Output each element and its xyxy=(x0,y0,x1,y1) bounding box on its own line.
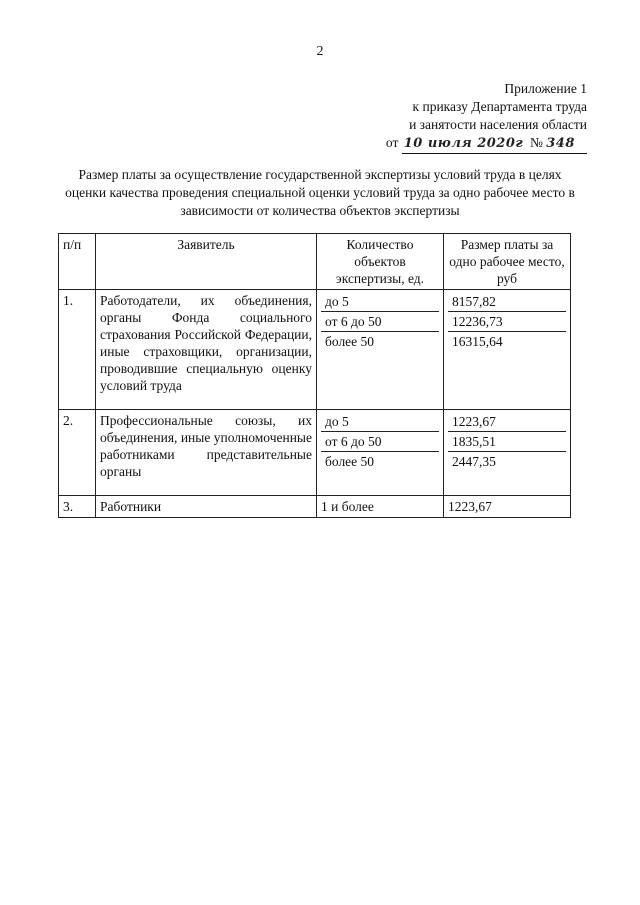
appendix-department: и занятости населения области xyxy=(409,117,587,132)
row-quantity-cell xyxy=(317,290,444,410)
row-applicant: Работодатели, их объединения, органы Фонда социального страхования Российской Федерации, иные страховщики, организации, проводившие специальную оценку условий труда xyxy=(96,290,317,410)
header-num: п/п xyxy=(59,234,96,290)
header-fee: Размер платы за одно рабочее место, руб xyxy=(444,234,571,290)
row-fee-cell: 1223,67 xyxy=(444,496,571,518)
appendix-block xyxy=(347,80,587,154)
fee-tier: 2447,35 xyxy=(452,454,496,469)
order-date-handwritten: 10 июля 2020г xyxy=(403,136,524,151)
quantity-tier: более 50 xyxy=(325,454,375,469)
row-num: 1. xyxy=(59,290,96,410)
row-num: 2. xyxy=(59,410,96,496)
row-applicant: Профессиональные союзы, их объединения, иные уполномоченные работниками представительные органы xyxy=(96,410,317,496)
row-applicant: Работники xyxy=(96,496,317,518)
document-heading: Размер платы за осуществление государственной экспертизы условий труда в целях оценки качества проведения специальной оценки условий труда за одно рабочее место в зависимости от количества объектов экспертизы xyxy=(65,167,575,218)
fee-tier: 1835,51 xyxy=(448,432,566,452)
row-quantity-cell xyxy=(317,410,444,496)
row-num: 3. xyxy=(59,496,96,518)
table-row xyxy=(59,410,571,496)
appendix-title: Приложение 1 xyxy=(504,81,587,96)
quantity-tier: более 50 xyxy=(325,334,375,349)
fee-tier: 12236,73 xyxy=(448,312,566,332)
quantity-tier: до 5 xyxy=(321,412,439,432)
table-header-row xyxy=(59,234,571,290)
page-number: 2 xyxy=(316,44,324,59)
table-row xyxy=(59,290,571,410)
fee-tier: 1223,67 xyxy=(448,412,566,432)
row-fee-cell xyxy=(444,290,571,410)
header-quantity: Количество объектов экспертизы, ед. xyxy=(317,234,444,290)
order-prefix: от xyxy=(385,135,399,150)
row-fee-cell xyxy=(444,410,571,496)
table-row xyxy=(59,496,571,518)
appendix-order-ref: к приказу Департамента труда xyxy=(412,99,587,114)
header-applicant: Заявитель xyxy=(96,234,317,290)
order-date-line xyxy=(347,134,587,154)
quantity-tier: от 6 до 50 xyxy=(321,432,439,452)
fee-tier: 8157,82 xyxy=(448,292,566,312)
row-quantity-cell: 1 и более xyxy=(317,496,444,518)
order-number-label: № xyxy=(529,135,543,150)
order-date-underline xyxy=(402,134,587,154)
order-number-handwritten: 348 xyxy=(546,136,575,151)
quantity-tier: от 6 до 50 xyxy=(321,312,439,332)
quantity-tier: до 5 xyxy=(321,292,439,312)
fee-tier: 16315,64 xyxy=(452,334,503,349)
fee-table xyxy=(58,233,571,518)
